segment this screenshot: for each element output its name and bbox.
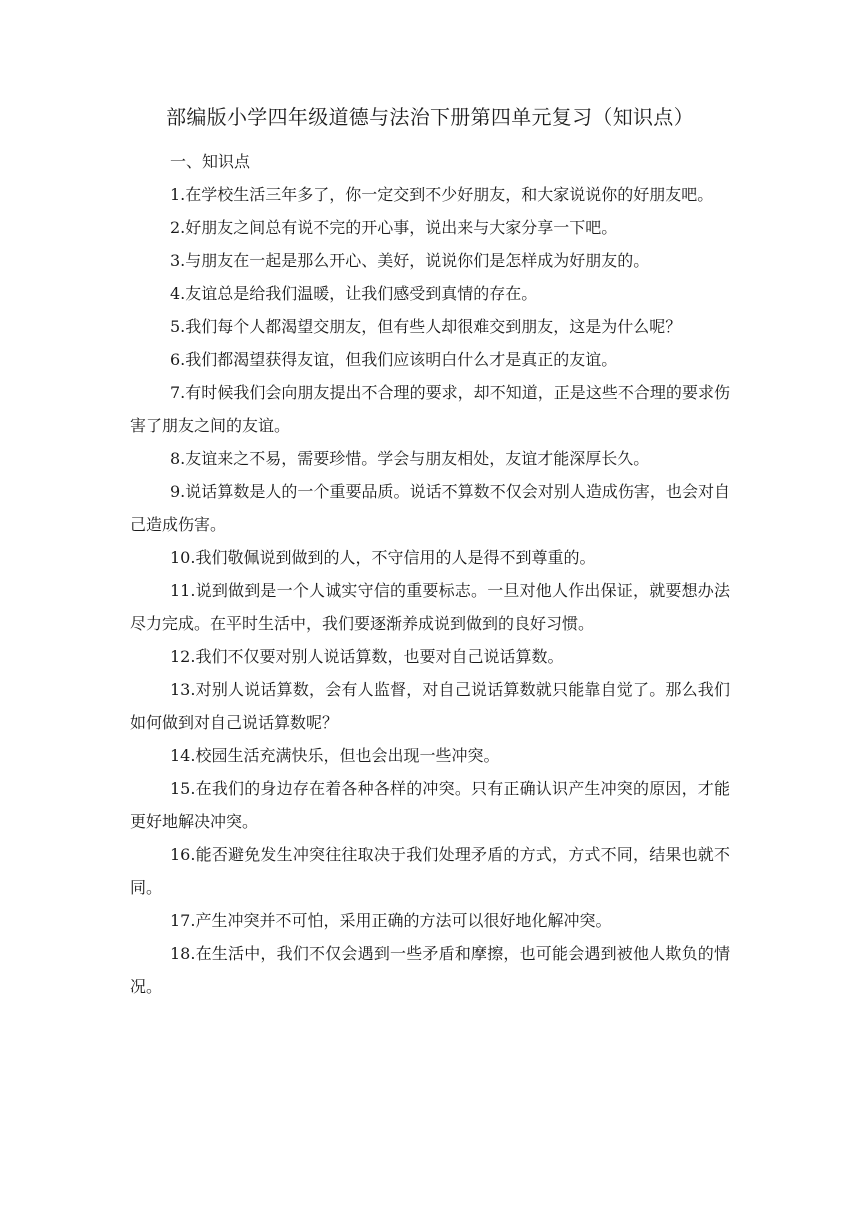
knowledge-point-18: 18.在生活中，我们不仅会遇到一些矛盾和摩擦，也可能会遇到被他人欺负的情况。 [130,944,730,996]
document-title: 部编版小学四年级道德与法治下册第四单元复习（知识点） [166,105,694,129]
knowledge-point-13: 13.对别人说话算数，会有人监督，对自己说话算数就只能靠自觉了。那么我们如何做到对自己说话算数呢？ [130,680,730,732]
knowledge-point-16: 16.能否避免发生冲突往往取决于我们处理矛盾的方式，方式不同，结果也就不同。 [130,845,730,897]
knowledge-point-8: 8.友谊来之不易，需要珍惜。学会与朋友相处，友谊才能深厚长久。 [170,449,650,468]
knowledge-point-7: 7.有时候我们会向朋友提出不合理的要求，却不知道，正是这些不合理的要求伤害了朋友之间的友谊。 [130,383,730,435]
section-heading: 一、知识点 [170,152,251,171]
knowledge-point-5: 5.我们每个人都渴望交朋友，但有些人却很难交到朋友，这是为什么呢？ [170,317,682,336]
knowledge-point-list [130,178,730,1003]
knowledge-point-4: 4.友谊总是给我们温暖，让我们感受到真情的存在。 [170,284,538,303]
knowledge-point-3: 3.与朋友在一起是那么开心、美好，说说你们是怎样成为好朋友的。 [170,251,650,270]
knowledge-point-17: 17.产生冲突并不可怕，采用正确的方法可以很好地化解冲突。 [170,911,612,930]
knowledge-point-6: 6.我们都渴望获得友谊，但我们应该明白什么才是真正的友谊。 [170,350,618,369]
knowledge-point-1: 1.在学校生活三年多了，你一定交到不少好朋友，和大家说说你的好朋友吧。 [170,185,714,204]
knowledge-point-11: 11.说到做到是一个人诚实守信的重要标志。一旦对他人作出保证，就要想办法尽力完成。在平时生活中，我们要逐渐养成说到做到的良好习惯。 [130,581,730,633]
knowledge-point-9: 9.说话算数是人的一个重要品质。说话不算数不仅会对别人造成伤害，也会对自己造成伤害。 [130,482,730,534]
knowledge-point-15: 15.在我们的身边存在着各种各样的冲突。只有正确认识产生冲突的原因，才能更好地解决冲突。 [130,779,730,831]
knowledge-point-10: 10.我们敬佩说到做到的人，不守信用的人是得不到尊重的。 [170,548,596,567]
knowledge-point-2: 2.好朋友之间总有说不完的开心事，说出来与大家分享一下吧。 [170,218,618,237]
knowledge-point-14: 14.校园生活充满快乐，但也会出现一些冲突。 [170,746,500,765]
document-body [130,145,730,1003]
knowledge-point-12: 12.我们不仅要对别人说话算数，也要对自己说话算数。 [170,647,564,666]
